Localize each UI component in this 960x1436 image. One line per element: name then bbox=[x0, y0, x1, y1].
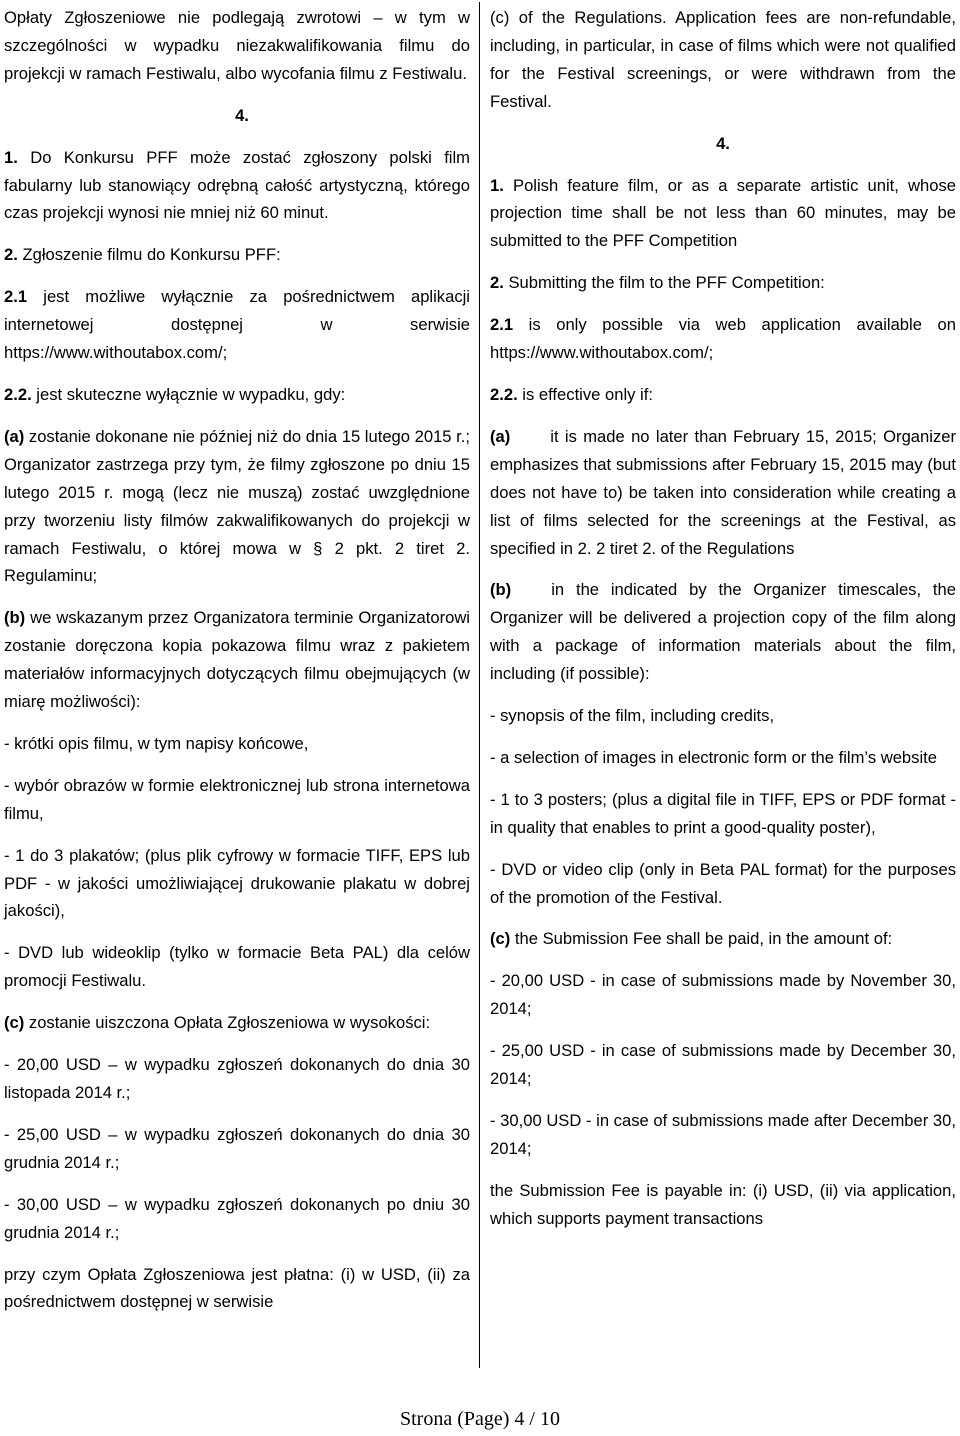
list-item: - krótki opis filmu, w tym napisy końcowe, bbox=[4, 733, 309, 753]
intro-paragraph: Opłaty Zgłoszeniowe nie podlegają zwrotowi – w tym w szczególności w wypadku niezakwalifikowania filmu do projekcji w ramach Festiwalu, albo wycofania filmu z Festiwalu. bbox=[4, 8, 470, 83]
page-footer: Strona (Page) 4 / 10 bbox=[400, 1408, 560, 1430]
paragraph-2-2 bbox=[490, 381, 956, 409]
paragraph-number: 2. bbox=[490, 273, 504, 293]
paragraph-number: 2.1 bbox=[4, 287, 28, 307]
paragraph-text: jest możliwe wyłącznie za pośrednictwem aplikacji internetowej dostępnej w serwisie https://www.withoutabox.com/; bbox=[4, 287, 470, 363]
paragraph-c bbox=[490, 925, 956, 953]
paragraph-text: jest skuteczne wyłącznie w wypadku, gdy: bbox=[31, 384, 346, 404]
paragraph-2-1 bbox=[490, 311, 956, 367]
fee-item: - 30,00 USD – w wypadku zgłoszeń dokonanych po dniu 30 grudnia 2014 r.; bbox=[4, 1194, 470, 1242]
paragraph-b bbox=[490, 576, 956, 688]
fee-item: - 20,00 USD - in case of submissions made by November 30, 2014; bbox=[490, 971, 956, 1019]
item-label: (c) bbox=[4, 1013, 25, 1033]
item-label: (b) bbox=[4, 608, 26, 628]
paragraph-text: Do Konkursu PFF może zostać zgłoszony polski film fabularny lub stanowiący odrębną całość artystyczną, którego czas projekcji wynosi nie mniej niż 60 minut. bbox=[4, 147, 470, 223]
paragraph-a bbox=[4, 423, 470, 590]
paragraph-number: 2.1 bbox=[490, 315, 514, 335]
paragraph-2-1 bbox=[4, 283, 470, 367]
list-item: - a selection of images in electronic form or the film’s website bbox=[490, 747, 937, 767]
paragraph-b bbox=[4, 604, 470, 716]
section-heading: 4. bbox=[235, 105, 249, 125]
fee-item: - 25,00 USD – w wypadku zgłoszeń dokonanych do dnia 30 grudnia 2014 r.; bbox=[4, 1124, 470, 1172]
list-item: - 1 to 3 posters; (plus a digital file in TIFF, EPS or PDF format - in quality that enables to print a good-quality poster), bbox=[490, 789, 956, 837]
polish-column bbox=[4, 4, 470, 1330]
list-item: - DVD lub wideoklip (tylko w formacie Beta PAL) dla celów promocji Festiwalu. bbox=[4, 943, 470, 991]
item-text: the Submission Fee shall be paid, in the amount of: bbox=[510, 929, 893, 949]
paragraph-text: is effective only if: bbox=[517, 384, 653, 404]
paragraph-text: Zgłoszenie filmu do Konkursu PFF: bbox=[17, 245, 281, 265]
list-item: - DVD or video clip (only in Beta PAL format) for the purposes of the promotion of the Festival. bbox=[490, 859, 956, 907]
paragraph-number: 2.2. bbox=[490, 384, 518, 404]
list-item: - wybór obrazów w formie elektronicznej lub strona internetowa filmu, bbox=[4, 775, 470, 823]
paragraph-a bbox=[490, 423, 956, 563]
english-column bbox=[490, 4, 956, 1247]
last-paragraph: przy czym Opłata Zgłoszeniowa jest płatna: (i) w USD, (ii) za pośrednictwem dostępnej w serwisie bbox=[4, 1264, 470, 1312]
list-item: - synopsis of the film, including credits, bbox=[490, 706, 775, 726]
paragraph-2-2 bbox=[4, 381, 470, 409]
fee-item: - 30,00 USD - in case of submissions made after December 30, 2014; bbox=[490, 1111, 956, 1158]
paragraph-number: 1. bbox=[490, 175, 504, 195]
item-text: it is made no later than February 15, 2015; Organizer emphasizes that submissions after February 15, 2015 may (but does not have to) be taken into consideration while creating a list of films selected for the screenings at the Festival, as specified in 2. 2 tiret 2. of the Regulations bbox=[490, 426, 956, 558]
last-paragraph: the Submission Fee is payable in: (i) USD, (ii) via application, which supports payment transactions bbox=[490, 1180, 956, 1228]
intro-paragraph: (c) of the Regulations. Application fees are non-refundable, including, in particular, in case of films which were not qualified for the Festival screenings, or were withdrawn from the Festival. bbox=[490, 8, 956, 111]
fee-item: - 20,00 USD – w wypadku zgłoszeń dokonanych do dnia 30 listopada 2014 r.; bbox=[4, 1055, 470, 1102]
paragraph-1 bbox=[490, 172, 956, 256]
paragraph-number: 2. bbox=[4, 245, 18, 265]
item-text: in the indicated by the Organizer timescales, the Organizer will be delivered a projection copy of the film along with a package of information materials about the film, including (if possible): bbox=[490, 580, 956, 684]
paragraph-number: 2.2. bbox=[4, 384, 32, 404]
item-label: (a) bbox=[4, 426, 25, 446]
list-item: - 1 do 3 plakatów; (plus plik cyfrowy w formacie TIFF, EPS lub PDF - w jakości umożliwiającej drukowanie plakatu w dobrej jakości), bbox=[4, 845, 470, 921]
paragraph-1 bbox=[4, 144, 470, 228]
paragraph-text: Polish feature film, or as a separate artistic unit, whose projection time shall be not less than 60 minutes, may be submitted to the PFF Competition bbox=[490, 175, 956, 251]
item-label: (c) bbox=[490, 929, 511, 949]
item-label: (a) bbox=[490, 426, 511, 446]
item-text: we wskazanym przez Organizatora terminie Organizatorowi zostanie doręczona kopia pokazowa filmu wraz z pakietem materiałów informacyjnych dotyczących filmu obejmujących (w miarę możliwości): bbox=[4, 608, 470, 712]
item-label: (b) bbox=[490, 580, 512, 600]
paragraph-2 bbox=[490, 269, 956, 297]
item-text: zostanie dokonane nie później niż do dnia 15 lutego 2015 r.; Organizator zastrzega przy tym, że filmy zgłoszone po dniu 15 lutego 2015 r. mogą (lecz nie muszą) zostać uwzględnione przy tworzeniu listy filmów zakwalifikowanych do projekcji w ramach Festiwalu, o której mowa w § 2 pkt. 2 tiret 2. Regulaminu; bbox=[4, 426, 470, 586]
paragraph-text: Submitting the film to the PFF Competition: bbox=[503, 273, 825, 293]
paragraph-text: is only possible via web application available on https://www.withoutabox.com/; bbox=[490, 315, 956, 363]
fee-item: - 25,00 USD - in case of submissions made by December 30, 2014; bbox=[490, 1041, 956, 1089]
paragraph-c bbox=[4, 1009, 470, 1037]
section-heading: 4. bbox=[716, 133, 730, 153]
paragraph-number: 1. bbox=[4, 147, 18, 167]
column-divider bbox=[479, 2, 480, 1368]
paragraph-2 bbox=[4, 241, 470, 269]
item-text: zostanie uiszczona Opłata Zgłoszeniowa w wysokości: bbox=[24, 1013, 431, 1033]
